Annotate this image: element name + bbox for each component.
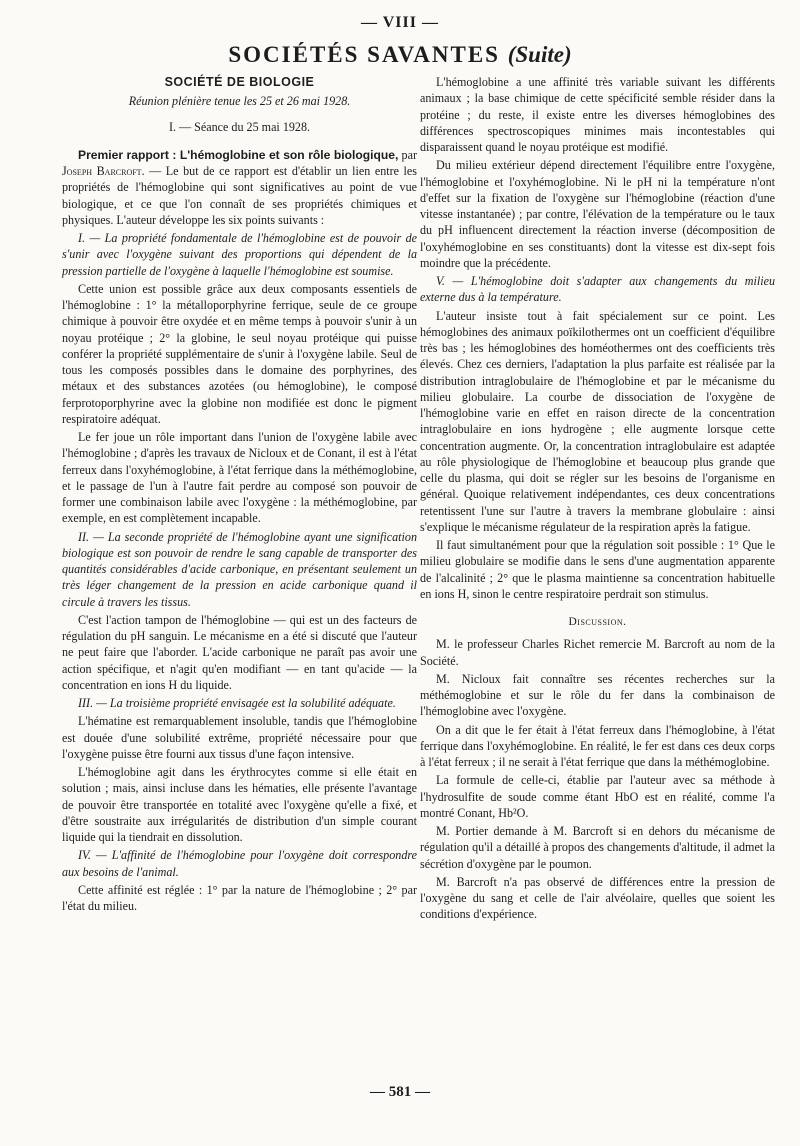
paragraph: C'est l'action tampon de l'hémoglobine — qui est un des facteurs de régulation du pH sanguin. Le mécanisme en a été si discuté que l'auteur ne peut faire que l'aborder. L'acide carbonique ne paraît pas avoir une action spécifique, et n'agit qu'en modifiant — en tant qu'acide — la concentration en ions H du liquide. (62, 612, 417, 692)
paragraph: Cette affinité est réglée : 1° par la nature de l'hémoglobine ; 2° par l'état du milieu. (62, 882, 417, 913)
paragraph: Le fer joue un rôle important dans l'union de l'oxygène labile avec l'hémoglobine ; d'après les travaux de Nicloux et de Conant, il est à l'état ferreux dans l'oxyhémoglobine, à l'état ferrique dans la méthémoglobine, et le passage de l'un à l'autre fait perdre au composé son pouvoir de former une combinaison labile avec l'oxygène : la méthémoglobine, par exemple, en est complètement incapable. (62, 430, 417, 526)
society-heading: SOCIÉTÉ DE BIOLOGIE (164, 75, 315, 89)
paragraph: La formule de celle-ci, établie par l'auteur avec sa méthode à l'hydrosulfite de soude comme étant HbO est en réalité, comme l'a montré Conant, Hb²O. (420, 773, 775, 820)
paragraph: II. — La seconde propriété de l'hémoglobine ayant une signification biologique est son pouvoir de rendre le sang capable de transporter des quantités considérables d'acide carbonique, en présentant seulement un très léger changement de la pression en acide carbonique quand il circule à travers les tissus. (62, 529, 417, 609)
paragraph: L'hémoglobine a une affinité très variable suivant les différents animaux ; la base chimique de cette spécificité semble résider dans la protéine ; du reste, il existe entre les diverses hémoglobines des différences spectroscopiques minimes mais incontestables qui disparaissent quand le noyau protéique est modifié. (420, 75, 775, 154)
report-title: Premier rapport : L'hémoglobine et son rôle biologique, (78, 147, 399, 162)
report-author: Joseph Barcroft (62, 164, 142, 178)
paragraph (62, 147, 417, 228)
paragraph: Cette union est possible grâce aux deux composants essentiels de l'hémoglobine : 1° la métalloporphyrine ferrique, seule de ce groupe chimique à pouvoir être oxydée et en même temps à pouvoir s'unir à un noyau protéique ; 2° la globine, le seul noyau protéique qui puisse conférer la propriété supplémentaire de s'unir à l'oxygène labile. Seul de tous les composés possibles dans le domaine des porphyrines, des métaux et des substances azotées (ou hémoglobine), le composé ferprotoporphyrine avec la globine non modifiée est donc le pigment respiratoire adéquat. (62, 281, 417, 426)
discussion-heading: Discussion. (568, 616, 627, 628)
paragraph: Il faut simultanément pour que la régulation soit possible : 1° Que le milieu globulaire se modifie dans le sens d'une augmentation apparente de l'alcalinité ; 2° que le plasma maintienne sa concentration habituelle en ions H, sinon le centre respiratoire perdrait son stimulus. (420, 538, 775, 601)
paragraph: M. Barcroft n'a pas observé de différences entre la pression de l'oxygène du sang et celle de l'air alvéolaire, quelles que soient les conditions d'expérience. (420, 874, 775, 922)
paragraph: On a dit que le fer était à l'état ferreux dans l'hémoglobine, à l'état ferrique dans l'oxyhémoglobine. En réalité, le fer est dans ces deux corps à l'état ferreux ; il ne serait à l'état ferrique que dans la méthémoglobine. (420, 722, 775, 769)
page-title (0, 42, 800, 68)
paragraph: V. — L'hémoglobine doit s'adapter aux changements du milieu externe dus à la température. (420, 274, 775, 305)
paragraph: Du milieu extérieur dépend directement l'équilibre entre l'oxygène, l'hémoglobine et l'oxyhémoglobine. Ni le pH ni la température n'ont d'effet sur la fixation de l'oxygène sur l'hémoglobine (réaction d'une vitesse instantanée) ; par contre, l'élévation de la température ou le taux du pH influencent directement la réaction inverse (décomposition de l'oxyhémoglobine en ses constituants) dont la vitesse est dix-sept fois moindre que la précédente. (420, 158, 775, 270)
paragraph: L'hématine est remarquablement insoluble, tandis que l'hémoglobine est douée d'une solubilité extrême, propriété nécessaire pour que l'oxygène puisse être fourni aux tissus d'une façon intensive. (62, 714, 417, 761)
paragraph: L'auteur insiste tout à fait spécialement sur ce point. Les hémoglobines des animaux poïkilothermes ont un coefficient d'équilibre très bas ; les hémoglobines des homéothermes ont des coefficients très élevés. Chez ces derniers, l'adaptation la plus parfaite est réalisée par la distribution intraglobulaire de l'hémoglobine et par le mécanisme du milieu globulaire. La courbe de dissociation de l'oxygène de l'hémoglobine varie en effet en raison directe de la concentration intraglobulaire en ions hydrogène ; elle augmente lorsque cette concentration augmente. Or, la concentration intraglobulaire est adaptée au rôle physiologique de l'hémoglobine et beaucoup plus grande que celle du plasma, qui doit se régler sur les besoins de l'organisme en général. Quoique relativement indépendantes, ces deux concentrations retentissent l'une sur l'autre à travers la membrane globulaire : ainsi s'explique le mécanisme régulateur de la respiration après la fatigue. (420, 308, 775, 534)
paragraph: M. le professeur Charles Richet remercie M. Barcroft au nom de la Société. (420, 637, 775, 668)
paragraph: L'hémoglobine agit dans les érythrocytes comme si elle était en solution ; mais, ainsi incluse dans les hématies, elle présente l'avantage de pouvoir être transportée en totalité avec l'oxygène qu'elle a fixé, et d'être soustraite aux irrégularités de distribution d'un simple courant liquide qui la tiendrait en dissolution. (62, 765, 417, 844)
paragraph: IV. — L'affinité de l'hémoglobine pour l'oxygène doit correspondre aux besoins de l'animal. (62, 848, 417, 879)
paragraph: M. Portier demande à M. Barcroft si en dehors du mécanisme de régulation qu'il a détaillé à propos des changements d'altitude, il admet la sécrétion d'oxygène par le poumon. (420, 824, 775, 871)
paragraph: M. Nicloux fait connaître ses récentes recherches sur la méthémoglobine et sur le rôle du fer dans la combinaison de l'hémoglobine avec l'oxygène. (420, 671, 775, 719)
paragraph: I. — La propriété fondamentale de l'hémoglobine est de pouvoir de s'unir avec l'oxygène suivant des proportions qui dépendent de la pression partielle de l'oxygène à laquelle l'hémoglobine est soumise. (62, 231, 417, 278)
report-intro: . — Le but de ce rapport est d'établir un lien entre les propriétés de l'hémoglobine qui sont significatives au point de vue biologique, et ce que l'on connaît de ses propriétés chimiques et physiques. L'auteur développe les six points suivants : (62, 164, 417, 227)
page-number: — 581 — (370, 1084, 430, 1100)
report-author-prefix: par (398, 147, 418, 162)
page-title-main: SOCIÉTÉS SAVANTES (228, 42, 500, 67)
page-title-suffix: (Suite) (507, 42, 572, 67)
roman-page-number: — VIII — (361, 14, 439, 31)
seance-line: I. — Séance du 25 mai 1928. (168, 119, 311, 134)
reunion-line: Réunion plénière tenue les 25 et 26 mai 1928. (128, 94, 351, 109)
right-column (420, 74, 775, 925)
left-column (62, 74, 417, 916)
paragraph: III. — La troisième propriété envisagée est la solubilité adéquate. (78, 696, 396, 710)
